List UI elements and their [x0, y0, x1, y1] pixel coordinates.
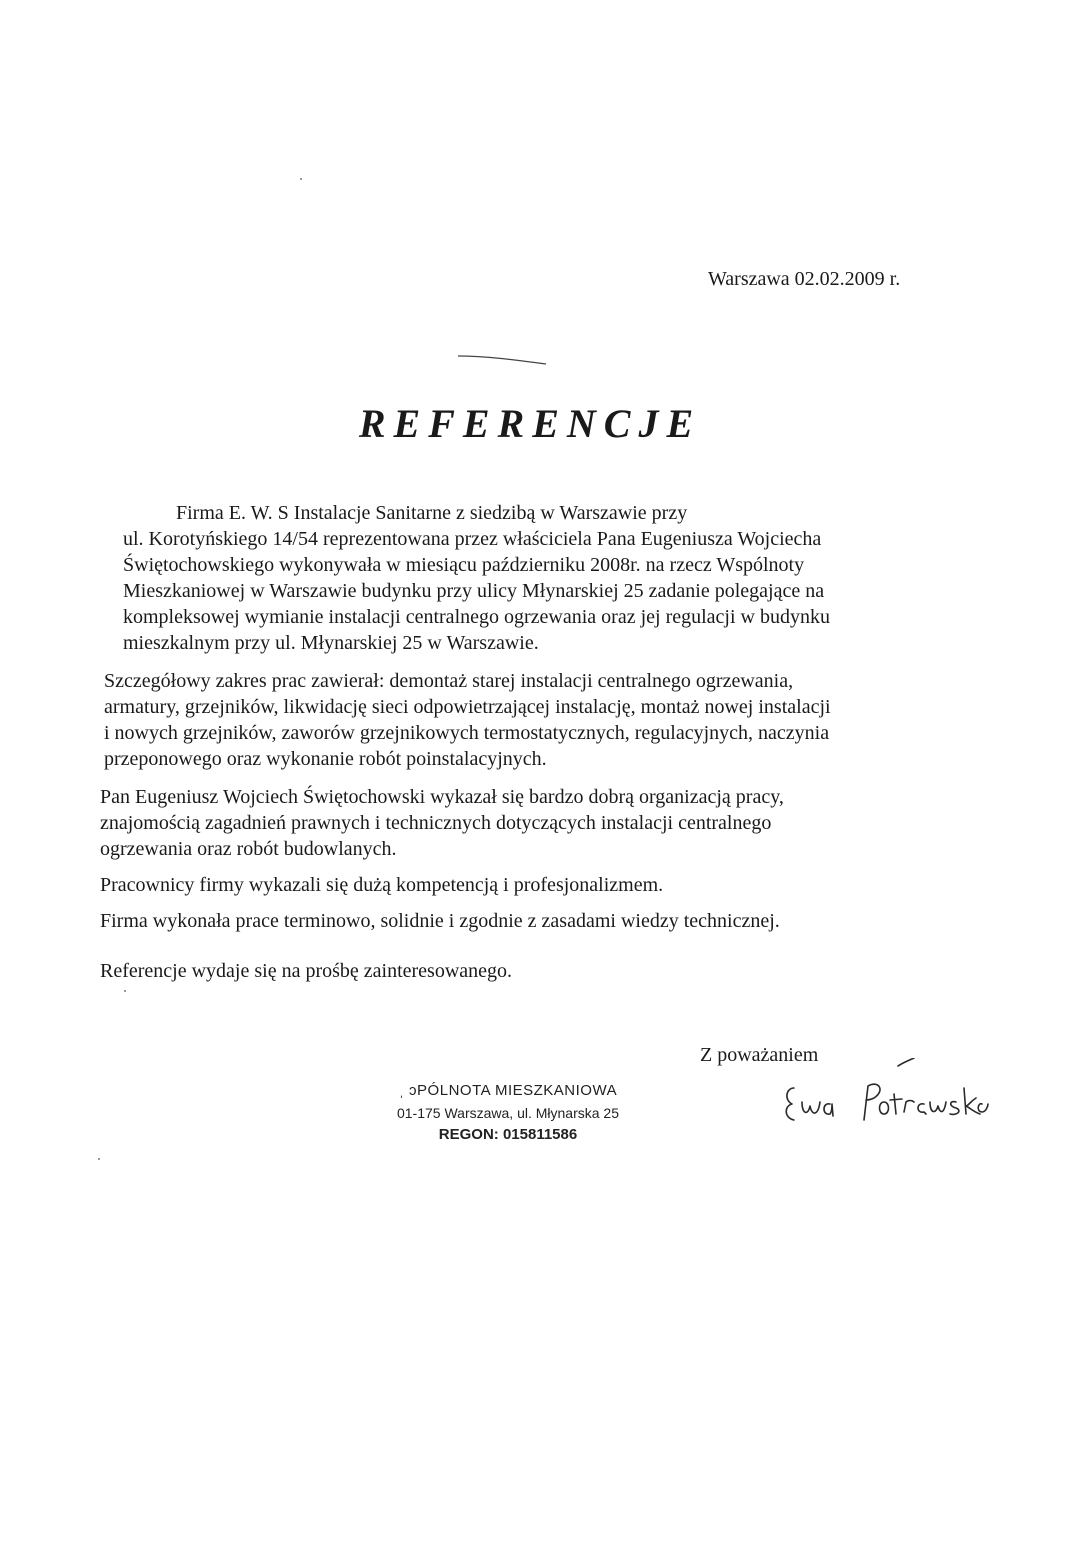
stamp-line-address: 01-175 Warszawa, ul. Młynarska 25	[396, 1105, 620, 1121]
paragraph-3-line-1: Pan Eugeniusz Wojciech Świętochowski wykazał się bardzo dobrą organizacją pracy,	[100, 786, 784, 808]
paragraph-1-line-6: mieszkalnym przy ul. Młynarskiej 25 w Warszawie.	[123, 632, 539, 654]
paragraph-3-line-2: znajomością zagadnień prawnych i technicznych dotyczących instalacji centralnego	[100, 812, 772, 834]
closing-salutation: Z poważaniem	[700, 1044, 819, 1066]
paragraph-1-line-4: Mieszkaniowej w Warszawie budynku przy ulicy Młynarskiej 25 zadanie polegające na	[123, 580, 825, 602]
paragraph-3-line-3: ogrzewania oraz robót budowlanych.	[100, 838, 397, 860]
paragraph-5: Firma wykonała prace terminowo, solidnie i zgodnie z zasadami wiedzy technicznej.	[100, 910, 780, 932]
stamp-line-name: ˌ ɔPÓLNOTA MIESZKANIOWA	[398, 1082, 618, 1099]
scan-speck	[124, 990, 126, 992]
paragraph-1-line-3: Świętochowskiego wykonywała w miesiącu październiku 2008r. na rzecz Wspólnoty	[123, 554, 805, 576]
paragraph-1-line-1: Firma E. W. S Instalacje Sanitarne z siedzibą w Warszawie przy	[176, 502, 688, 524]
paragraph-1-line-5: kompleksowej wymianie instalacji centralnego ogrzewania oraz jej regulacji w budynku	[123, 606, 830, 628]
paragraph-2-line-4: przeponowego oraz wykonanie robót poinstalacyjnych.	[104, 748, 547, 770]
decorative-rule	[456, 352, 548, 366]
stamp-line-regon: REGON: 015811586	[438, 1126, 578, 1143]
paragraph-2-line-1: Szczegółowy zakres prac zawierał: demontaż starej instalacji centralnego ogrzewania,	[104, 670, 794, 692]
scan-speck	[98, 1158, 100, 1160]
paragraph-4: Pracownicy firmy wykazali się dużą kompetencją i profesjonalizmem.	[100, 874, 664, 896]
paragraph-1-line-2: ul. Korotyńskiego 14/54 reprezentowana przez właściciela Pana Eugeniusza Wojciecha	[123, 528, 822, 550]
paragraph-2-line-3: i nowych grzejników, zaworów grzejnikowych termostatycznych, regulacyjnych, naczynia	[104, 722, 830, 744]
handwritten-signature	[780, 1058, 990, 1138]
paragraph-6: Referencje wydaje się na prośbę zainteresowanego.	[100, 960, 513, 982]
document-title: REFERENCJE	[358, 401, 702, 446]
paragraph-2-line-2: armatury, grzejników, likwidację sieci odpowietrzającej instalację, montaż nowej instalacji	[104, 696, 831, 718]
scan-speck	[300, 178, 302, 180]
letter-date: Warszawa 02.02.2009 r.	[708, 268, 901, 290]
community-stamp	[388, 1080, 628, 1146]
